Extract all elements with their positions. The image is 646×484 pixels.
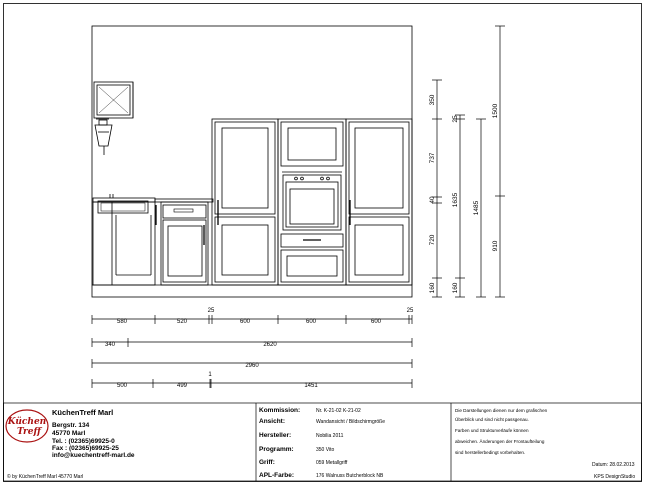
dim-label: 25: [207, 308, 215, 314]
dim-label: 720: [429, 234, 436, 246]
dim-label: 25: [406, 308, 414, 314]
info-label-programm: Programm:: [259, 446, 294, 453]
dim-label: 600: [239, 319, 251, 325]
dim-label: 1: [208, 372, 212, 378]
dim-label: 499: [176, 383, 188, 389]
dim-label: 350: [429, 94, 436, 106]
dim-label: 910: [492, 240, 499, 252]
oven: [283, 175, 341, 230]
company-street: Bergstr. 134: [52, 422, 90, 429]
dim-label: 520: [176, 319, 188, 325]
dim-label: 160: [452, 282, 459, 294]
dim-label: 1500: [492, 103, 499, 119]
dim-label: 2620: [263, 342, 277, 348]
company-address: [52, 408, 135, 459]
dim-label: 2960: [245, 363, 259, 369]
disclaimer-line: Überblick und sind nicht passgenau.: [455, 417, 529, 422]
dim-label: 1451: [304, 383, 318, 389]
dim-label: 600: [305, 319, 317, 325]
dim-label: 500: [116, 383, 128, 389]
dim-label: 580: [116, 319, 128, 325]
info-value-hersteller: Nobilia 2011: [316, 433, 344, 439]
vertical-dimension-labels: [429, 94, 499, 293]
dim-label: 25: [452, 115, 459, 123]
disclaimer-line: sind herstellerbedingt vorbehalten.: [455, 450, 526, 455]
disclaimer: [455, 408, 548, 455]
company-city: 45770 Marl: [52, 430, 86, 437]
company-email: info@kuechentreff-marl.de: [52, 452, 135, 459]
info-label-apl-farbe: APL-Farbe:: [259, 472, 295, 479]
info-value-ansicht: Wandansicht / Bildschirmgröße: [316, 419, 386, 425]
logo-line1: Küchen: [7, 417, 47, 427]
dim-label: 160: [429, 282, 436, 294]
horizontal-dimensions: [92, 315, 412, 388]
info-label-hersteller: Hersteller:: [259, 432, 292, 439]
dim-label: 40: [429, 196, 436, 204]
kitchen-elevation: [92, 26, 412, 297]
dim-label: 340: [104, 342, 116, 348]
software-label: KPS DesignStudio: [594, 474, 636, 480]
info-label-ansicht: Ansicht:: [259, 418, 285, 425]
wall-outline: [92, 26, 412, 297]
tall-cabinet-right: [346, 119, 412, 285]
company-tel: Tel. : (02365)69925-0: [52, 438, 115, 445]
info-label-kommission: Kommission:: [259, 407, 301, 414]
info-value-kommission: Nr. K-21-02 K-21-02: [316, 408, 361, 414]
dim-label: 1485: [473, 200, 480, 216]
date-label: Datum: 28.02.2013: [592, 462, 635, 468]
info-value-programm: 350 Vito: [316, 447, 335, 453]
copyright: © by KüchenTreff Marl 45770 Marl: [7, 474, 84, 480]
info-value-griff: 059 Metallgriff: [316, 460, 348, 466]
dim-label: 600: [370, 319, 382, 325]
vertical-dimensions: [432, 26, 505, 297]
disclaimer-line: Die Darstellungen dienen nur dem grafischen: [455, 408, 548, 413]
horizontal-dimension-labels: [105, 308, 414, 389]
dim-label: 1635: [452, 192, 459, 208]
info-label-griff: Griff:: [259, 459, 275, 466]
logo-line2: Treff: [17, 427, 41, 437]
company-fax: Fax : (02365)69925-25: [52, 445, 119, 452]
company-name: KüchenTreff Marl: [52, 408, 114, 417]
dim-label: 737: [429, 152, 436, 164]
extractor-hood: [95, 119, 112, 155]
info-value-apl-farbe: 176 Walnuss Butcherblock NB: [316, 473, 384, 479]
disclaimer-line: Farben und Strukturverläufe können: [455, 428, 529, 433]
sink-base-cabinet: [93, 202, 155, 285]
disclaimer-line: abweichen. Änderungen der Frontaufteilung: [455, 439, 545, 444]
project-info: [259, 407, 385, 479]
company-logo: [6, 410, 48, 442]
